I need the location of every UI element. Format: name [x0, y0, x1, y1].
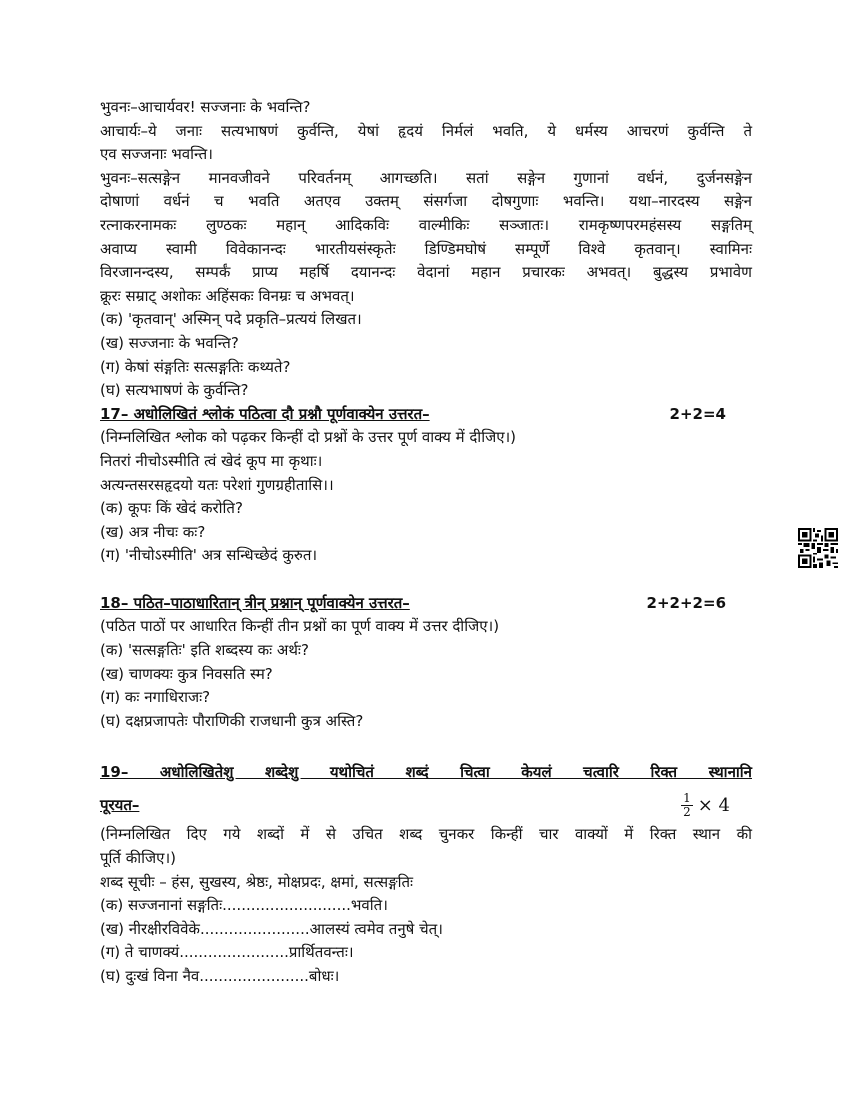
passage	[100, 96, 752, 403]
q18-instruction: (पठित पाठों पर आधारित किन्हीं तीन प्रश्नों का पूर्ण वाक्य में उत्तर दीजिए।)	[100, 617, 500, 636]
q19-question: (क) सज्जनानां सङ्गतिः...........................भवति।	[100, 896, 388, 915]
fraction-numerator: 1	[683, 790, 691, 805]
passage-question: (घ) सत्यभाषणं के कुर्वन्ति?	[100, 381, 249, 400]
q17-marks: 2+2=4	[669, 404, 726, 423]
q17-instruction: (निम्नलिखित श्लोक को पढ़कर किन्हीं दो प्रश्नों के उत्तर पूर्ण वाक्य में दीजिए।)	[100, 428, 517, 447]
q18-question: (घ) दक्षप्रजापतेः पौराणिकी राजधानी कुत्र अस्ति?	[100, 711, 364, 730]
exam-page	[100, 96, 752, 989]
q19-marks	[681, 792, 730, 819]
passage-question: (क) 'कृतवान्' अस्मिन् पदे प्रकृति–प्रत्ययं लिखत।	[100, 310, 362, 329]
q17-question: (क) कूपः किं खेदं करोति?	[100, 499, 243, 518]
marks-fraction	[681, 792, 693, 819]
q17-question: (ग) 'नीचोऽस्मीति' अत्र सन्धिच्छेदं कुरुत।	[100, 546, 318, 565]
passage-line: अवाप्य स्वामी विवेकानन्दः भारतीयसंस्कृतेः डिण्डिमघोषं सम्पूर्णे विश्वे कृतवान्। स्वामिनः	[100, 239, 752, 258]
question-18	[100, 592, 752, 734]
q17-title: 17– अधोलिखितं श्लोकं पठित्वा दौ प्रश्नौ पूर्णवाक्येन उत्तरत–	[100, 404, 430, 423]
q19-header-row2	[100, 787, 752, 823]
question-17	[100, 403, 752, 568]
q19-question: (घ) दुःखं विना नैव.......................बोधः।	[100, 967, 340, 985]
passage-line: क्रूरः सम्राट् अशोकः अहिंसकः विनम्रः च अभवत्।	[100, 286, 355, 305]
q18-question: (क) 'सत्सङ्गतिः' इति शब्दस्य कः अर्थः?	[100, 641, 309, 660]
q19-word-list: शब्द सूचीः – हंस, सुखस्य, श्रेष्ठः, मोक्षप्रदः, क्षमां, सत्सङ्गतिः	[100, 872, 414, 891]
q17-verse-line: अत्यन्तसरसहृदयो यतः परेशां गुणग्रहीतासि।।	[100, 475, 334, 494]
q18-question: (ख) चाणक्यः कुत्र निवसति स्म?	[100, 664, 273, 683]
passage-line: भुवनः–सत्सङ्गेन मानवजीवने परिवर्तनम् आगच्छति। सतां सङ्गेन गुणानां वर्धनं, दुर्जनसङ्गेन	[100, 168, 752, 187]
passage-line: एव सज्जनाः भवन्ति।	[100, 145, 213, 164]
passage-line: दोषाणां वर्धनं च भवति अतएव उक्तम् संसर्गजा दोषगुणाः भवन्ति। यथा–नारदस्य सङ्गेन	[100, 192, 752, 211]
question-19	[100, 757, 752, 988]
q19-question: (ग) ते चाणक्यं.......................प्रार्थितवन्तः।	[100, 943, 354, 962]
passage-line: भुवनः–आचार्यवर! सज्जनाः के भवन्ति?	[100, 98, 311, 116]
q19-title: 19– अधोलिखितेशु शब्देशु यथोचितं शब्दं चित्वा केयलं चत्वारि रिक्त स्थानानि	[100, 763, 752, 782]
q18-question: (ग) कः नगाधिराजः?	[100, 688, 211, 707]
q19-title-cont: पूरयत–	[100, 796, 140, 815]
q17-question: (ख) अत्र नीचः कः?	[100, 522, 206, 541]
q19-question: (ख) नीरक्षीरविवेके.......................आलस्यं त्वमेव तनुषे चेत्।	[100, 919, 443, 938]
passage-question: (ख) सज्जनाः के भवन्ति?	[100, 333, 239, 352]
fraction-denominator: 2	[683, 804, 691, 819]
q17-verse-line: नितरां नीचोऽस्मीति त्वं खेदं कूप मा कृथाः।	[100, 451, 323, 470]
marks-multiplier: × 4	[697, 794, 730, 816]
passage-question: (ग) केषां संङ्गतिः सत्सङ्गतिः कथ्यते?	[100, 357, 291, 376]
q18-title: 18– पठित–पाठाधारितान् त्रीन् प्रश्नान् पूर्णवाक्येन उत्तरत–	[100, 593, 410, 612]
passage-line: विरजानन्दस्य, सम्पर्कं प्राप्य महर्षि दयानन्दः वेदानां महान प्रचारकः अभवत्। बुद्धस्य प्रभावेण	[100, 263, 752, 282]
q19-instruction-cont: पूर्ति कीजिए।)	[100, 849, 176, 868]
q17-header	[100, 403, 752, 427]
passage-line: आचार्यः–ये जनाः सत्यभाषणं कुर्वन्ति, येषां हृदयं निर्मलं भवति, ये धर्मस्य आचरणं कुर्वन्ति ते	[100, 121, 752, 140]
q19-instruction: (निम्नलिखित दिए गये शब्दों में से उचित शब्द चुनकर किन्हीं चार वाक्यों में रिक्त स्थान की	[100, 825, 752, 844]
q18-header	[100, 592, 752, 616]
passage-line: रत्नाकरनामकः लुण्ठकः महान् आदिकविः वाल्मीकिः सञ्जातः। रामकृष्णपरमहंसस्य सङ्गतिम्	[100, 215, 752, 234]
qr-code-icon	[798, 528, 838, 568]
q18-marks: 2+2+2=6	[646, 593, 726, 612]
